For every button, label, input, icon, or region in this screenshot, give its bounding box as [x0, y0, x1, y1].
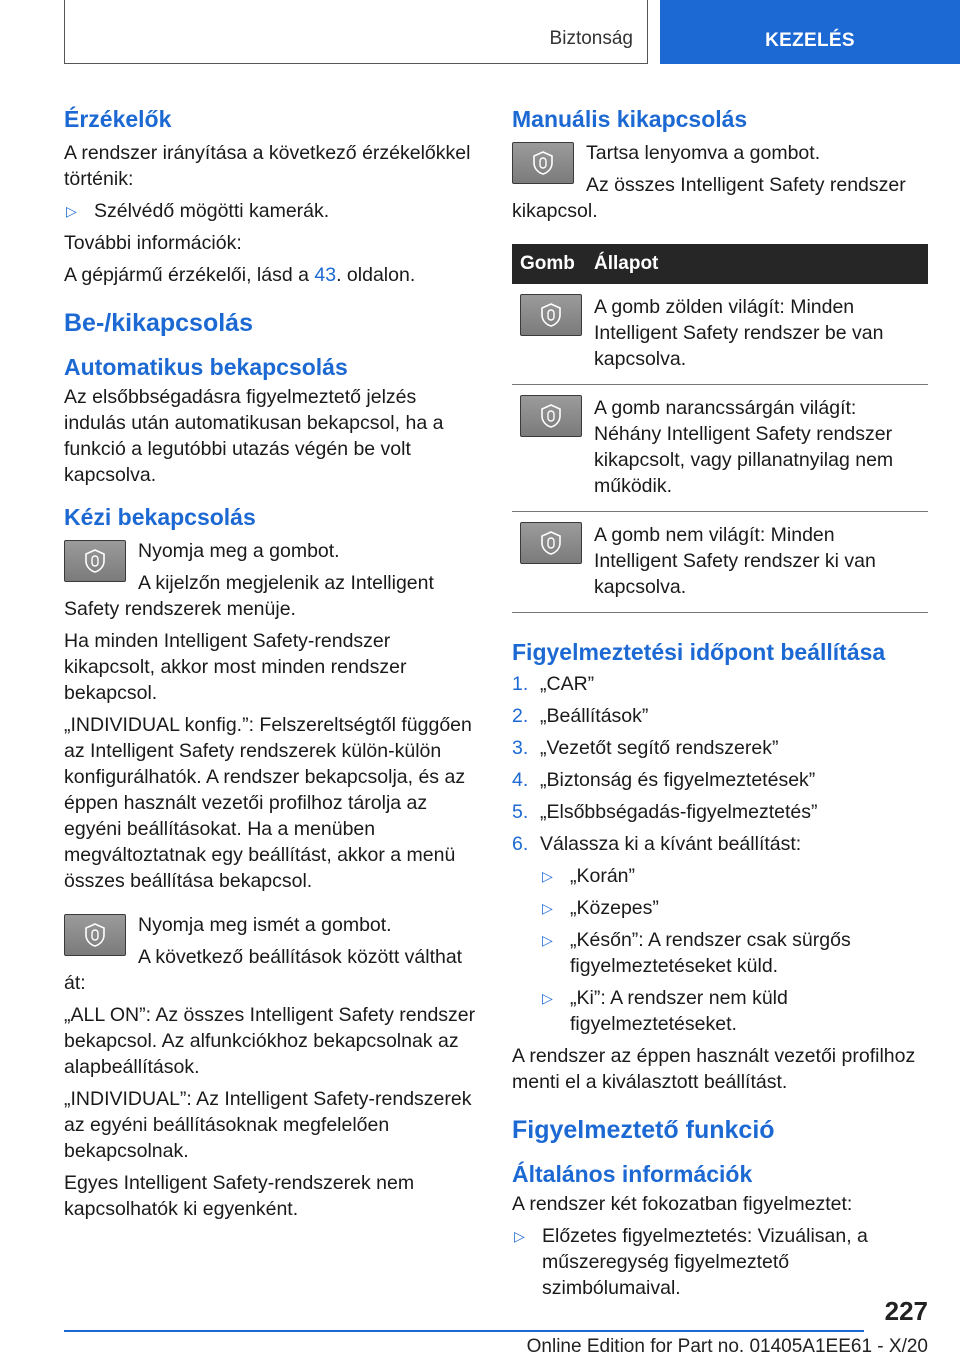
list-item-text: Előzetes figyelmeztetés: Vizuálisan, a műszeregység figyelmeztető szimbólumaival. — [542, 1225, 868, 1299]
step-number: 6. — [512, 833, 529, 855]
step-text: A következő beállítások között válthat át: — [64, 946, 463, 994]
list-item — [512, 671, 928, 697]
list-item — [512, 799, 928, 825]
heading-warning-time: Figyelmeztetési időpont beállítása — [512, 639, 886, 665]
list-item — [512, 831, 928, 857]
table-cell-icon — [512, 512, 586, 613]
step-text: Nyomja meg ismét a gombot. — [138, 914, 392, 936]
step-with-button — [64, 538, 480, 628]
list-item — [512, 863, 928, 889]
triangle-bullet-icon: ▷ — [514, 1228, 525, 1244]
paragraph: „INDIVIDUAL konfig.”: Felszereltségtől függően az Intelligent Safety rendszerek külön-külön konfigurálhatók. A rendszer bekapcsolja, és az éppen használt vezetői profilhoz tárolja az egyéni beállításokat. Ha a menüben megváltoztatnak egy beállítást, akkor a menü összes beállítása bekapcsol. — [64, 714, 472, 892]
triangle-bullet-icon: ▷ — [542, 990, 553, 1006]
safety-button-icon — [520, 522, 582, 564]
table-header-status: Állapot — [586, 244, 928, 284]
table-cell-status: A gomb zölden világít: Minden Intelligent Safety rendszer be van kapcsolva. — [586, 284, 928, 385]
triangle-bullet-icon: ▷ — [542, 868, 553, 884]
footer-divider — [64, 1330, 864, 1332]
paragraph: A rendszer az éppen használt vezetői profilhoz menti el a kiválasztott beállítást. — [512, 1045, 916, 1093]
text: . oldalon. — [336, 264, 416, 286]
footer-edition: Online Edition for Part no. 01405A1EE61 - X/20 — [526, 1336, 928, 1357]
safety-button-icon — [520, 395, 582, 437]
paragraph: További információk: — [64, 232, 242, 254]
list-item — [512, 703, 928, 729]
table-cell-status: A gomb narancssárgán világít: Néhány Intelligent Safety rendszer kikapcsolt, vagy pillanatnyilag nem működik. — [586, 385, 928, 512]
heading-on-off: Be-/kikapcsolás — [64, 309, 253, 337]
list-item-text: Szélvédő mögötti kamerák. — [94, 200, 330, 222]
heading-general-info: Általános információk — [512, 1161, 753, 1187]
table-header-button: Gomb — [512, 244, 586, 284]
step-number: 2. — [512, 705, 529, 727]
heading-manual-off: Manuális kikapcsolás — [512, 106, 748, 132]
step-number: 4. — [512, 769, 529, 791]
table-row — [512, 512, 928, 613]
list-item — [512, 735, 928, 761]
safety-button-icon — [64, 914, 126, 956]
safety-button-icon — [64, 540, 126, 582]
page-link[interactable]: 43 — [314, 264, 337, 286]
header-chapter-label: KEZELÉS — [765, 30, 855, 51]
step-text: „Elsőbbségadás-figyelmeztetés” — [540, 801, 818, 823]
heading-manual-on: Kézi bekapcsolás — [64, 504, 256, 530]
numbered-steps — [512, 671, 928, 857]
text: A gépjármű érzékelői, lásd a — [64, 264, 315, 286]
table-row — [512, 385, 928, 512]
step-with-button — [512, 140, 928, 230]
triangle-bullet-icon: ▷ — [542, 900, 553, 916]
step-text: „Vezetőt segítő rendszerek” — [540, 737, 779, 759]
table-cell-icon — [512, 385, 586, 512]
list-item — [512, 767, 928, 793]
step-text: A kijelzőn megjelenik az Intelligent Safety rendszerek menüje. — [64, 572, 434, 620]
right-column — [512, 96, 928, 1307]
step-text: „Beállítások” — [540, 705, 649, 727]
step-number: 5. — [512, 801, 529, 823]
table-cell-status: A gomb nem világít: Minden Intelligent Safety rendszer ki van kapcsolva. — [586, 512, 928, 613]
step-text: „CAR” — [540, 673, 595, 695]
table-header-row — [512, 244, 928, 284]
step-number: 1. — [512, 673, 529, 695]
paragraph: Egyes Intelligent Safety-rendszerek nem kapcsolhatók ki egyenként. — [64, 1172, 415, 1220]
header-section-title: Biztonság — [549, 28, 633, 49]
safety-button-icon — [512, 142, 574, 184]
step-text: Az összes Intelligent Safety rendszer kikapcsol. — [512, 174, 906, 222]
heading-sensors: Érzékelők — [64, 106, 172, 132]
step-text: Tartsa lenyomva a gombot. — [586, 142, 821, 164]
list-item-text: „Későn”: A rendszer csak sürgős figyelmeztetéseket küld. — [570, 929, 851, 977]
step-number: 3. — [512, 737, 529, 759]
paragraph: A rendszer két fokozatban figyelmeztet: — [512, 1193, 853, 1215]
paragraph: „INDIVIDUAL”: Az Intelligent Safety-rendszerek az egyéni beállításoknak megfelelően bekapcsolnak. — [64, 1088, 472, 1162]
table-cell-icon — [512, 284, 586, 385]
triangle-bullet-icon: ▷ — [542, 932, 553, 948]
triangle-bullet-icon: ▷ — [66, 203, 77, 219]
heading-warning-function: Figyelmeztető funkció — [512, 1116, 775, 1144]
step-with-button — [64, 912, 480, 1002]
header-box — [64, 0, 648, 64]
paragraph: Ha minden Intelligent Safety-rendszer kikapcsolt, akkor most minden rendszer bekapcsol. — [64, 630, 407, 704]
paragraph: „ALL ON”: Az összes Intelligent Safety rendszer bekapcsol. Az alfunkciókhoz bekapcsolnak az alapbeállítások. — [64, 1004, 476, 1078]
page-number: 227 — [884, 1296, 928, 1326]
list-item — [512, 1223, 928, 1301]
list-item-text: „Korán” — [570, 865, 636, 887]
heading-automatic-on: Automatikus bekapcsolás — [64, 354, 348, 380]
status-table — [512, 244, 928, 613]
step-text: Nyomja meg a gombot. — [138, 540, 340, 562]
step-text: „Biztonság és figyelmeztetések” — [540, 769, 816, 791]
list-item — [512, 985, 928, 1037]
step-text: Válassza ki a kívánt beállítást: — [540, 833, 802, 855]
table-row — [512, 284, 928, 385]
list-item-text: „Közepes” — [570, 897, 659, 919]
left-column — [64, 96, 480, 1228]
list-item — [512, 927, 928, 979]
safety-button-icon — [520, 294, 582, 336]
paragraph: A rendszer irányítása a következő érzékelőkkel történik: — [64, 142, 471, 190]
list-item — [64, 198, 480, 224]
list-item — [512, 895, 928, 921]
list-item-text: „Ki”: A rendszer nem küld figyelmeztetéseket. — [570, 987, 788, 1035]
paragraph: Az elsőbbségadásra figyelmeztető jelzés indulás után automatikusan bekapcsol, ha a funkció a legutóbbi utazás végén be volt kapcsolva. — [64, 386, 444, 486]
header-chapter-tab — [660, 0, 960, 64]
paragraph-cross-ref — [64, 262, 480, 288]
